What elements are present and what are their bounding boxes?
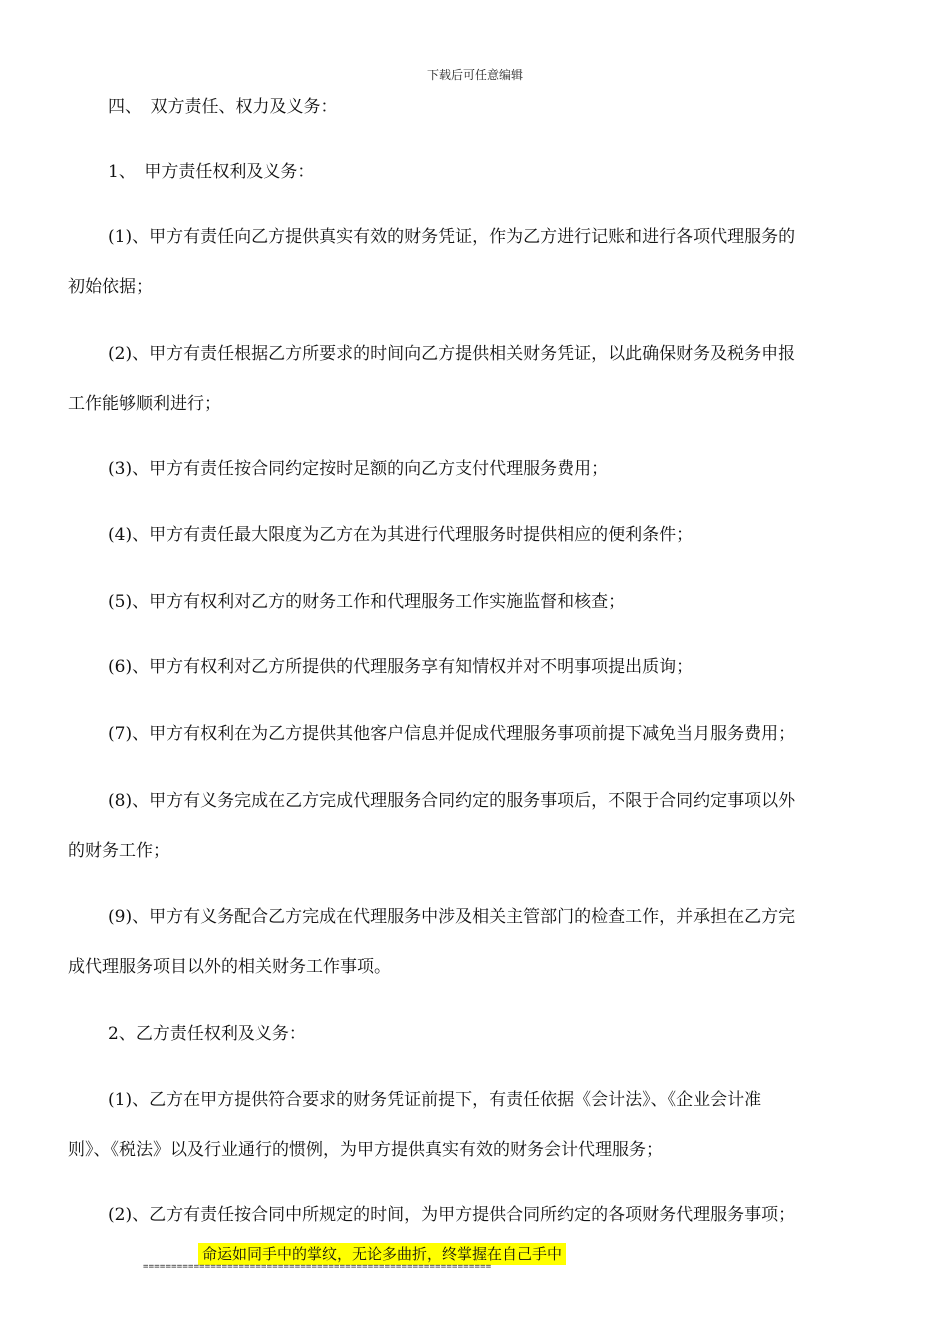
clause-b2: (2)、乙方有责任按合同中所规定的时间，为甲方提供合同所约定的各项财务代理服务事项；	[108, 1205, 796, 1225]
clause-a9-line2: 成代理服务项目以外的相关财务工作事项。	[68, 957, 391, 977]
clause-b1-line1: (1)、乙方在甲方提供符合要求的财务凭证前提下，有责任依据《会计法》、《企业会计准	[108, 1090, 762, 1110]
clause-a1-line2: 初始依据；	[68, 277, 153, 297]
clause-a1-line1: (1)、甲方有责任向乙方提供真实有效的财务凭证，作为乙方进行记账和进行各项代理服务的	[108, 227, 796, 247]
clause-a4: (4)、甲方有责任最大限度为乙方在为其进行代理服务时提供相应的便利条件；	[108, 525, 694, 545]
clause-b1-line2: 则》、《税法》以及行业通行的惯例，为甲方提供真实有效的财务会计代理服务；	[68, 1140, 663, 1160]
section-4-2-title: 2、乙方责任权利及义务：	[108, 1024, 306, 1044]
clause-a7: (7)、甲方有权利在为乙方提供其他客户信息并促成代理服务事项前提下减免当月服务费用；	[108, 724, 796, 744]
section-4-1-title: 1、 甲方责任权利及义务：	[108, 162, 315, 182]
clause-a8-line1: (8)、甲方有义务完成在乙方完成代理服务合同约定的服务事项后，不限于合同约定事项以外	[108, 791, 796, 811]
section-4-title: 四、 双方责任、权力及义务：	[108, 97, 338, 117]
clause-a3: (3)、甲方有责任按合同约定按时足额的向乙方支付代理服务费用；	[108, 459, 609, 479]
page-header-note: 下载后可任意编辑	[426, 68, 523, 82]
clause-a9-line1: (9)、甲方有义务配合乙方完成在代理服务中涉及相关主管部门的检查工作，并承担在乙方完	[108, 907, 796, 927]
clause-a2-line2: 工作能够顺利进行；	[68, 394, 221, 414]
clause-a2-line1: (2)、甲方有责任根据乙方所要求的时间向乙方提供相关财务凭证，以此确保财务及税务申报	[108, 344, 796, 364]
clause-a8-line2: 的财务工作；	[68, 841, 170, 861]
footer-motto-highlight: 命运如同手中的掌纹，无论多曲折，终掌握在自己手中	[198, 1243, 566, 1265]
footer-separator-rule: ==============================================================	[143, 1262, 492, 1272]
clause-a6: (6)、甲方有权利对乙方所提供的代理服务享有知情权并对不明事项提出质询；	[108, 657, 694, 677]
clause-a5: (5)、甲方有权利对乙方的财务工作和代理服务工作实施监督和核查；	[108, 592, 626, 612]
